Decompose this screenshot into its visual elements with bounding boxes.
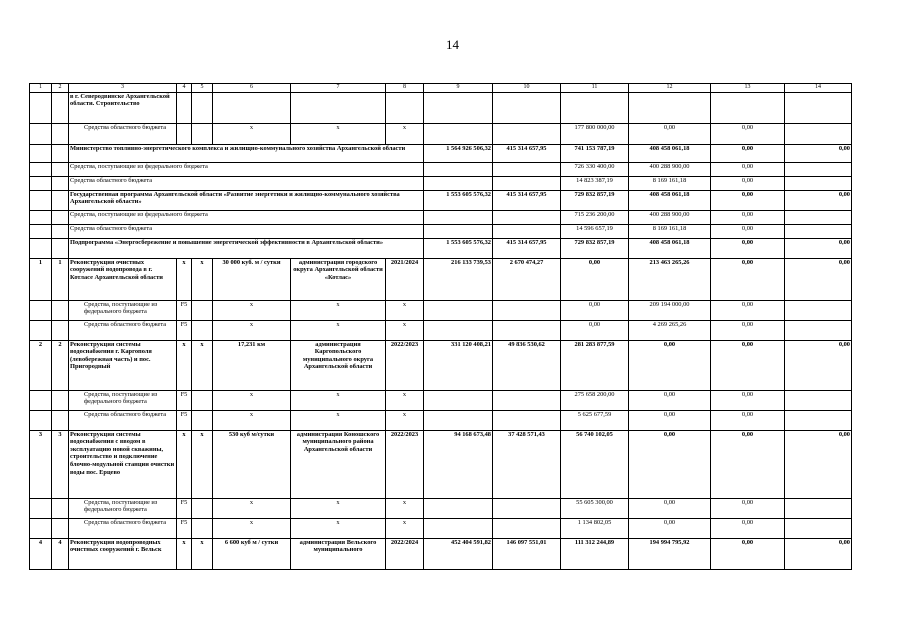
cell-amount: 415 314 657,95 <box>493 190 561 210</box>
cell-amount: 0,00 <box>629 123 711 144</box>
cell-amount: 2 670 474,27 <box>493 258 561 300</box>
funding-source: Средства, поступающие из федерального бюджета <box>69 210 424 224</box>
cell-amount: 94 168 673,48 <box>424 430 493 498</box>
cell-amount: 729 832 857,19 <box>561 238 629 258</box>
cell-customer: х <box>291 320 386 340</box>
column-header: 13 <box>711 84 785 93</box>
object-name: Реконструкция очистных сооружений водопровода в г. Котласе Архангельской области <box>69 258 177 300</box>
funding-source: Средства областного бюджета <box>69 176 424 190</box>
column-header: 11 <box>561 84 629 93</box>
column-header: 10 <box>493 84 561 93</box>
cell-amount: 0,00 <box>561 320 629 340</box>
cell-amount: 0,00 <box>711 390 785 410</box>
cell-number: 4 <box>30 538 52 569</box>
object-name: в г. Северодвинске Архангельской области. Строительство <box>69 92 177 123</box>
cell-amount: 400 288 900,00 <box>629 210 711 224</box>
cell-amount: 0,00 <box>629 518 711 538</box>
table-row <box>30 144 852 162</box>
cell-amount: 0,00 <box>711 538 785 569</box>
cell-amount: 213 463 265,26 <box>629 258 711 300</box>
cell-amount: 0,00 <box>711 210 785 224</box>
cell-amount: 281 283 877,59 <box>561 340 629 390</box>
column-header: 8 <box>386 84 424 93</box>
cell-amount: 0,00 <box>629 390 711 410</box>
cell-amount: 4 269 265,26 <box>629 320 711 340</box>
cell-amount: 0,00 <box>711 518 785 538</box>
cell-amount: 331 120 408,21 <box>424 340 493 390</box>
cell-capacity: 17,231 км <box>213 340 291 390</box>
cell-amount: 0,00 <box>711 300 785 320</box>
cell-code: х <box>177 258 192 300</box>
cell-customer: администрация Коношского муниципального района Архангельской области <box>291 430 386 498</box>
cell-number: 1 <box>52 258 69 300</box>
cell-period: х <box>386 390 424 410</box>
table-row <box>30 300 852 320</box>
column-header: 9 <box>424 84 493 93</box>
cell-amount: 0,00 <box>711 320 785 340</box>
cell-period: 2022/2024 <box>386 538 424 569</box>
cell-capacity: 30 000 куб. м / сутки <box>213 258 291 300</box>
column-header: 1 <box>30 84 52 93</box>
cell-number: 3 <box>30 430 52 498</box>
cell-code: х <box>192 340 213 390</box>
cell-code: F5 <box>177 300 192 320</box>
cell-amount: 194 994 795,92 <box>629 538 711 569</box>
cell-code: F5 <box>177 390 192 410</box>
cell-amount: 452 404 591,82 <box>424 538 493 569</box>
cell-amount: 0,00 <box>785 238 852 258</box>
cell-customer: х <box>291 123 386 144</box>
cell-customer: х <box>291 300 386 320</box>
table-row <box>30 176 852 190</box>
cell-customer: х <box>291 518 386 538</box>
cell-amount: 209 194 000,00 <box>629 300 711 320</box>
cell-amount: 55 605 300,00 <box>561 498 629 518</box>
cell-amount: 0,00 <box>711 224 785 238</box>
cell-amount: 415 314 657,95 <box>493 238 561 258</box>
cell-amount: 56 740 102,05 <box>561 430 629 498</box>
funding-source: Средства, поступающие из федерального бюджета <box>69 498 177 518</box>
table-row <box>30 410 852 430</box>
cell-capacity: х <box>213 498 291 518</box>
cell-number: 1 <box>30 258 52 300</box>
object-name: Реконструкция системы водоснабжения г. Каргополя (левобережная часть) и пос. Пригородный <box>69 340 177 390</box>
table-row <box>30 238 852 258</box>
cell-amount: 0,00 <box>629 340 711 390</box>
cell-capacity: 6 600 куб м / сутки <box>213 538 291 569</box>
cell-amount: 0,00 <box>785 538 852 569</box>
cell-period: х <box>386 300 424 320</box>
cell-code: х <box>192 258 213 300</box>
cell-amount: 0,00 <box>711 498 785 518</box>
cell-number: 4 <box>52 538 69 569</box>
cell-amount: 415 314 657,95 <box>493 144 561 162</box>
cell-amount: 8 169 161,18 <box>629 224 711 238</box>
cell-amount: 0,00 <box>711 190 785 210</box>
table-row <box>30 538 852 569</box>
column-header: 3 <box>69 84 177 93</box>
table-row <box>30 210 852 224</box>
object-name: Реконструкция водопроводных очистных сооружений г. Вельск <box>69 538 177 569</box>
cell-amount: 408 458 061,18 <box>629 144 711 162</box>
table-row <box>30 518 852 538</box>
section-title: Государственная программа Архангельской области «Развитие энергетики и жилищно-коммунального хозяйства Архангельской области» <box>69 190 424 210</box>
table-row <box>30 430 852 498</box>
cell-period: х <box>386 123 424 144</box>
table-row <box>30 390 852 410</box>
cell-period: 2022/2023 <box>386 340 424 390</box>
cell-amount: 0,00 <box>711 340 785 390</box>
cell-code: F5 <box>177 410 192 430</box>
cell-capacity: х <box>213 390 291 410</box>
cell-amount: 400 288 900,00 <box>629 162 711 176</box>
cell-amount: 1 553 605 576,32 <box>424 238 493 258</box>
cell-number: 2 <box>52 340 69 390</box>
table-row <box>30 320 852 340</box>
cell-amount: 37 428 571,43 <box>493 430 561 498</box>
cell-capacity: х <box>213 123 291 144</box>
cell-customer: администрация Каргопольского муниципального округа Архангельской области <box>291 340 386 390</box>
cell-amount: 0,00 <box>711 176 785 190</box>
section-title: Министерство топливно-энергетического комплекса и жилищно-коммунального хозяйства Архангельской области <box>69 144 424 162</box>
cell-period: х <box>386 498 424 518</box>
column-header: 4 <box>177 84 192 93</box>
cell-number: 3 <box>52 430 69 498</box>
cell-customer: администрация городского округа Архангельской области «Котлас» <box>291 258 386 300</box>
cell-amount: 0,00 <box>711 430 785 498</box>
cell-capacity: х <box>213 300 291 320</box>
table-row <box>30 190 852 210</box>
funding-source: Средства, поступающие из федерального бюджета <box>69 390 177 410</box>
table-row <box>30 258 852 300</box>
funding-source: Средства областного бюджета <box>69 320 177 340</box>
table-row <box>30 92 852 123</box>
cell-amount: 0,00 <box>711 123 785 144</box>
cell-amount: 111 312 244,89 <box>561 538 629 569</box>
cell-amount: 0,00 <box>785 258 852 300</box>
cell-amount: 275 658 200,00 <box>561 390 629 410</box>
cell-code: F5 <box>177 320 192 340</box>
column-header: 14 <box>785 84 852 93</box>
cell-amount: 8 169 161,18 <box>629 176 711 190</box>
cell-amount: 729 832 857,19 <box>561 190 629 210</box>
cell-amount: 5 625 677,59 <box>561 410 629 430</box>
table-row <box>30 498 852 518</box>
cell-amount: 0,00 <box>711 410 785 430</box>
table-row <box>30 340 852 390</box>
cell-amount: 0,00 <box>785 144 852 162</box>
cell-customer: х <box>291 410 386 430</box>
cell-amount: 0,00 <box>629 430 711 498</box>
table-row <box>30 123 852 144</box>
cell-period: 2021/2024 <box>386 258 424 300</box>
cell-amount: 216 133 739,53 <box>424 258 493 300</box>
cell-amount: 1 134 802,05 <box>561 518 629 538</box>
cell-amount: 0,00 <box>629 410 711 430</box>
cell-code: F5 <box>177 518 192 538</box>
cell-code: х <box>177 430 192 498</box>
cell-amount: 0,00 <box>785 190 852 210</box>
cell-amount: 741 153 787,19 <box>561 144 629 162</box>
cell-amount: 0,00 <box>711 162 785 176</box>
funding-source: Средства областного бюджета <box>69 410 177 430</box>
cell-code: х <box>192 538 213 569</box>
cell-amount: 1 564 926 506,32 <box>424 144 493 162</box>
cell-amount: 14 823 387,19 <box>561 176 629 190</box>
cell-amount: 1 553 605 576,32 <box>424 190 493 210</box>
cell-period: х <box>386 320 424 340</box>
column-header-row <box>30 84 852 93</box>
cell-capacity: х <box>213 320 291 340</box>
cell-customer: администрация Вельского муниципального <box>291 538 386 569</box>
funding-source: Средства, поступающие из федерального бюджета <box>69 300 177 320</box>
cell-period: х <box>386 410 424 430</box>
cell-customer: х <box>291 498 386 518</box>
funding-source: Средства областного бюджета <box>69 224 424 238</box>
cell-code: F5 <box>177 498 192 518</box>
cell-amount: 715 236 200,00 <box>561 210 629 224</box>
cell-amount: 0,00 <box>711 238 785 258</box>
table-row <box>30 162 852 176</box>
cell-amount: 0,00 <box>785 430 852 498</box>
funding-source: Средства областного бюджета <box>69 518 177 538</box>
cell-amount: 49 836 530,62 <box>493 340 561 390</box>
cell-amount: 0,00 <box>785 340 852 390</box>
cell-capacity: х <box>213 410 291 430</box>
cell-capacity: х <box>213 518 291 538</box>
funding-source: Средства, поступающие из федерального бюджета <box>69 162 424 176</box>
column-header: 6 <box>213 84 291 93</box>
cell-amount: 0,00 <box>711 258 785 300</box>
cell-number: 2 <box>30 340 52 390</box>
cell-customer: х <box>291 390 386 410</box>
cell-period: 2022/2023 <box>386 430 424 498</box>
cell-amount: 0,00 <box>711 144 785 162</box>
financing-table <box>29 83 852 570</box>
cell-amount: 0,00 <box>561 258 629 300</box>
cell-code: х <box>192 430 213 498</box>
section-title: Подпрограмма «Энергосбережение и повышение энергетической эффективности в Архангельской области» <box>69 238 424 258</box>
table-row <box>30 224 852 238</box>
cell-amount: 177 800 000,00 <box>561 123 629 144</box>
cell-amount: 146 097 551,01 <box>493 538 561 569</box>
column-header: 5 <box>192 84 213 93</box>
cell-code: х <box>177 538 192 569</box>
cell-capacity: 530 куб м/сутки <box>213 430 291 498</box>
cell-amount: 408 458 061,18 <box>629 238 711 258</box>
cell-period: х <box>386 518 424 538</box>
cell-amount: 0,00 <box>629 498 711 518</box>
column-header: 7 <box>291 84 386 93</box>
object-name: Реконструкция системы водоснабжения с вводом в эксплуатацию новой скважины, строительство и подключение блочно-модульной станции очистки воды пос. Ерцево <box>69 430 177 498</box>
column-header: 2 <box>52 84 69 93</box>
cell-amount: 14 596 657,19 <box>561 224 629 238</box>
cell-amount: 0,00 <box>561 300 629 320</box>
cell-code: х <box>177 340 192 390</box>
funding-source: Средства областного бюджета <box>69 123 177 144</box>
column-header: 12 <box>629 84 711 93</box>
cell-amount: 408 458 061,18 <box>629 190 711 210</box>
cell-amount: 726 330 400,00 <box>561 162 629 176</box>
page-number: 14 <box>446 37 459 52</box>
